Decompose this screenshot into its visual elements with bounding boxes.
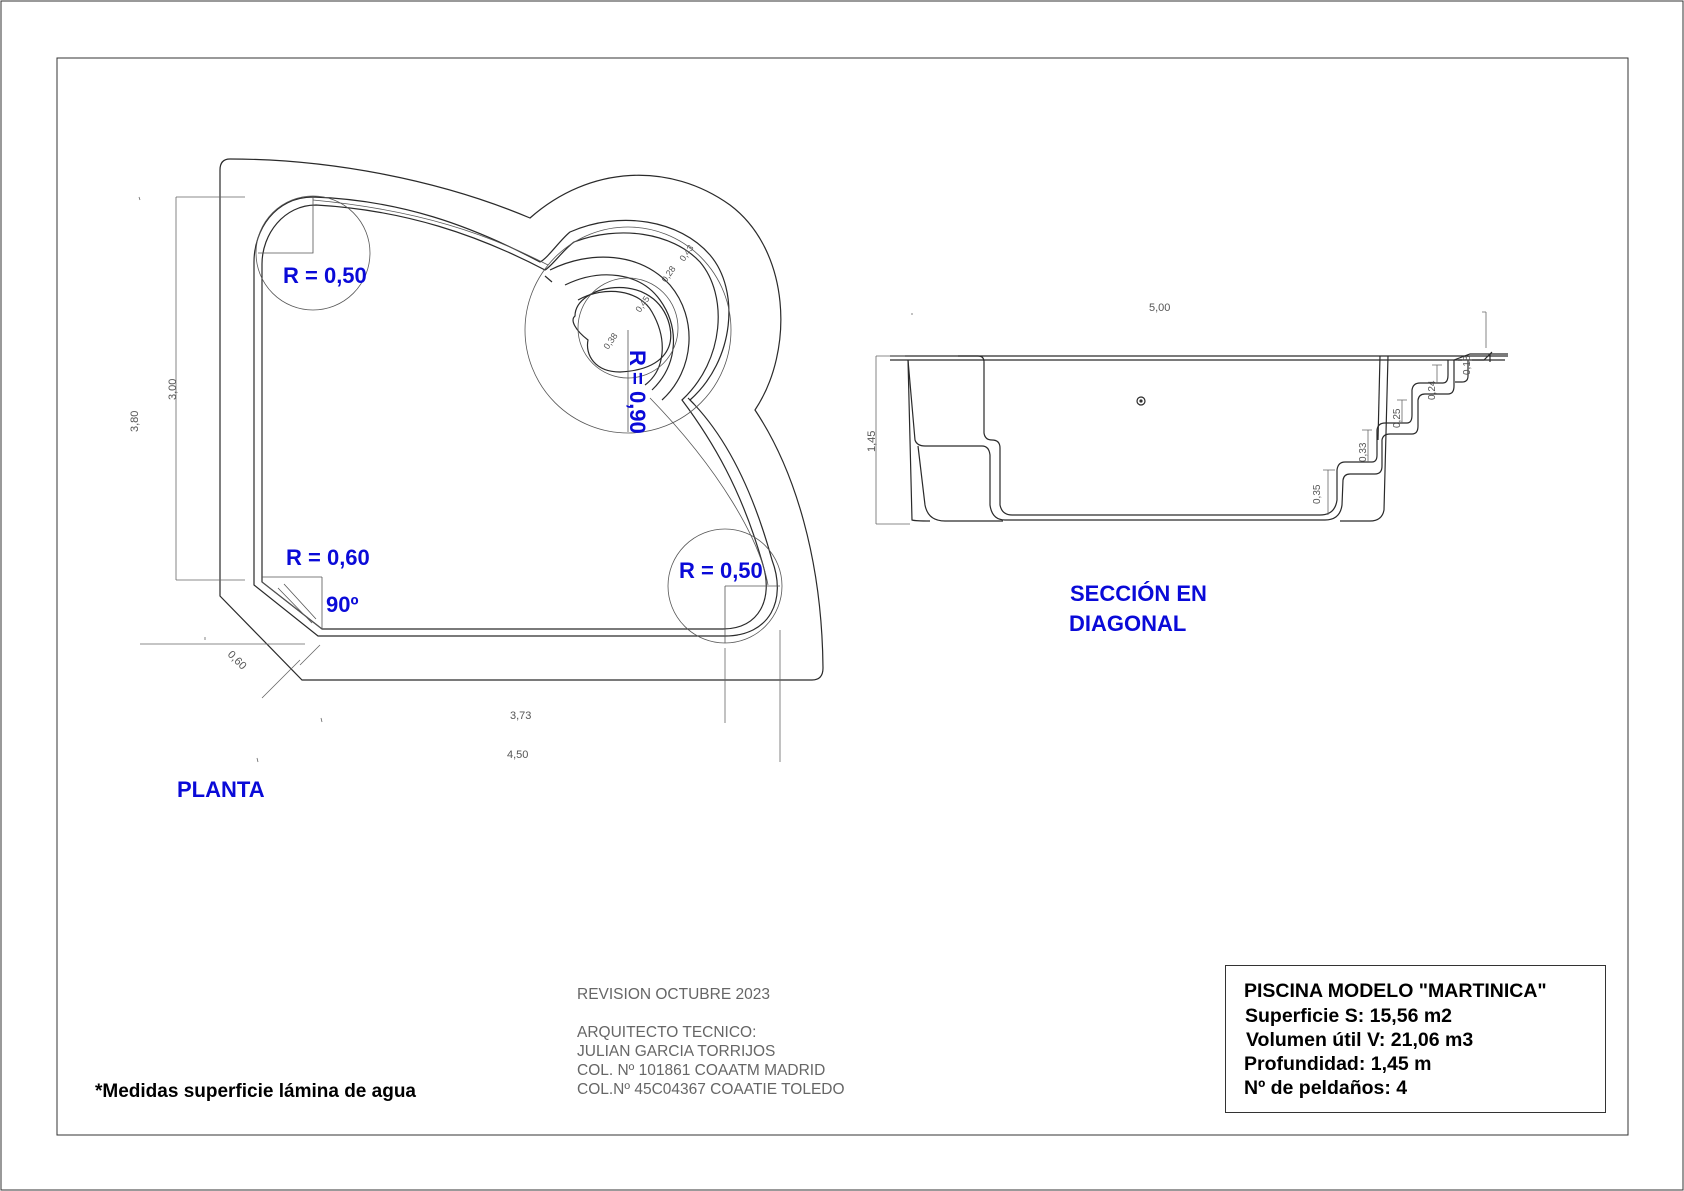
section-dim-depth: 1,45 xyxy=(866,430,878,452)
dim-width-inner: 3,73 xyxy=(510,710,532,722)
dim-corner: 0,60 xyxy=(224,648,249,673)
section-dim-length: 5,00 xyxy=(1149,302,1171,314)
section-shell-right xyxy=(1378,356,1380,440)
section-view xyxy=(866,302,1508,636)
info-volume: Volumen útil V: 21,06 m3 xyxy=(1246,1029,1474,1051)
revision-text: REVISION OCTUBRE 2023 xyxy=(577,986,770,1003)
radius-label-corner: R = 0,60 xyxy=(286,545,370,570)
dim-height-inner: 3,00 xyxy=(167,378,179,400)
plan-coping-outline xyxy=(220,159,823,680)
section-title-line1: SECCIÓN EN xyxy=(1070,581,1207,606)
dim-step-3: 0,28 xyxy=(659,264,678,285)
credits-name: JULIAN GARCIA TORRIJOS xyxy=(577,1043,776,1060)
dim-height-total: 3,80 xyxy=(129,410,141,432)
credits-role: ARQUITECTO TECNICO: xyxy=(577,1024,757,1041)
section-right-shell xyxy=(1340,356,1388,521)
section-shell xyxy=(908,360,930,521)
section-title-line2: DIAGONAL xyxy=(1069,611,1187,636)
plan-diagonal-edge xyxy=(313,200,768,585)
credits-col2: COL.Nº 45C04367 COAATIE TOLEDO xyxy=(577,1081,845,1098)
section-dim-step-2: 0,33 xyxy=(1358,442,1369,462)
radius-label-bottom-right: R = 0,50 xyxy=(679,558,763,583)
info-steps: Nº de peldaños: 4 xyxy=(1244,1077,1408,1099)
plan-title: PLANTA xyxy=(177,777,265,802)
dim-width-total: 4,50 xyxy=(507,749,529,761)
info-model: PISCINA MODELO "MARTINICA" xyxy=(1244,980,1547,1002)
angle-label: 90º xyxy=(326,592,359,617)
credits-spacer xyxy=(577,1004,845,1023)
info-depth: Profundidad: 1,45 m xyxy=(1244,1053,1432,1075)
info-surface: Superficie S: 15,56 m2 xyxy=(1245,1005,1453,1027)
dim-step-2: 0,45 xyxy=(633,294,652,315)
dim-step-4: 0,43 xyxy=(677,243,696,264)
section-dim-step-4: 0,24 xyxy=(1427,380,1438,400)
dim-step-1: 0,38 xyxy=(601,331,620,352)
radius-label-center: R = 0,90 xyxy=(625,350,650,434)
section-pool-inner xyxy=(958,356,1448,515)
footnote: *Medidas superficie lámina de agua xyxy=(95,1081,416,1102)
credits-col1: COL. Nº 101861 COAATM MADRID xyxy=(577,1062,826,1079)
section-dim-step-5: 0,18 xyxy=(1462,355,1473,375)
section-drain-inner xyxy=(1139,399,1142,402)
plan-step-arc-4 xyxy=(573,287,671,372)
plan-view xyxy=(129,159,823,802)
section-dim-step-1: 0,35 xyxy=(1312,484,1323,504)
plan-corner-bench xyxy=(262,582,322,629)
info-box xyxy=(1225,965,1606,1113)
plan-dim-lines xyxy=(140,197,780,762)
credits-block xyxy=(577,985,845,1099)
radius-label-top-left: R = 0,50 xyxy=(283,263,367,288)
section-dim-step-3: 0,25 xyxy=(1392,408,1403,428)
plan-edge-markers xyxy=(545,276,694,404)
